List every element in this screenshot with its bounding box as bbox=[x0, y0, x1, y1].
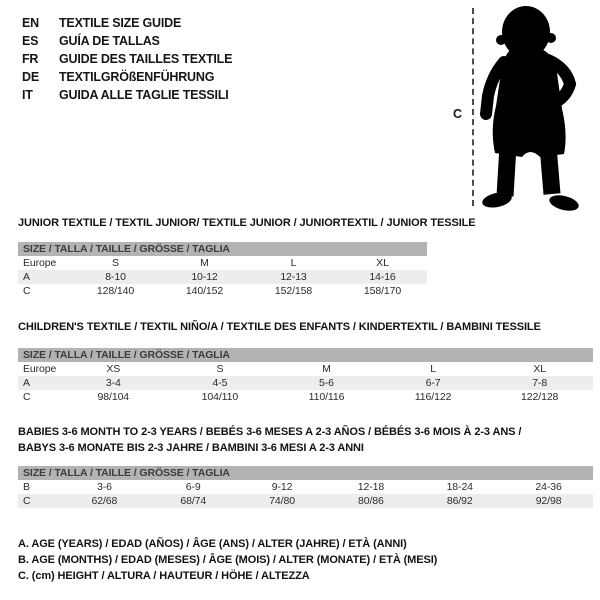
size-header-band: SIZE / TALLA / TAILLE / GRÖSSE / TAGLIA bbox=[18, 242, 427, 256]
row-label: B bbox=[23, 481, 30, 493]
size-value: M bbox=[322, 363, 331, 375]
size-value: 110/116 bbox=[308, 391, 345, 403]
size-value: 3-6 bbox=[96, 481, 112, 493]
size-value: S bbox=[216, 363, 224, 375]
lang-label: GUIDA ALLE TAGLIE TESSILI bbox=[59, 88, 229, 102]
height-dashed-line bbox=[472, 8, 474, 206]
row-label: C bbox=[23, 391, 31, 403]
lang-row-en bbox=[22, 14, 232, 32]
lang-label: TEXTILGRÖßENFÜHRUNG bbox=[59, 70, 215, 84]
size-value: XS bbox=[106, 363, 121, 375]
size-table-row bbox=[18, 494, 593, 508]
size-value: 6-9 bbox=[185, 481, 201, 493]
size-value: 116/122 bbox=[414, 391, 452, 403]
size-value: 3-4 bbox=[105, 377, 121, 389]
size-value: L bbox=[430, 363, 436, 375]
lang-label: GUIDE DES TAILLES TEXTILE bbox=[59, 52, 233, 66]
size-value: 62/68 bbox=[91, 495, 118, 507]
size-value: 92/98 bbox=[535, 495, 562, 507]
size-value: 14-16 bbox=[369, 271, 396, 283]
babies-size-table bbox=[18, 466, 593, 508]
size-value: 10-12 bbox=[191, 271, 218, 283]
lang-code: DE bbox=[22, 70, 39, 84]
language-header bbox=[22, 14, 232, 104]
lang-label: TEXTILE SIZE GUIDE bbox=[59, 16, 182, 30]
size-value: 98/104 bbox=[97, 391, 130, 403]
babies-section-title bbox=[18, 424, 521, 456]
height-c-label: C bbox=[453, 107, 463, 121]
junior-size-table bbox=[18, 242, 427, 298]
size-value: M bbox=[200, 257, 209, 269]
size-table-row bbox=[18, 390, 593, 404]
legend-notes bbox=[18, 536, 437, 584]
size-value: 80/86 bbox=[358, 495, 384, 507]
size-table-row bbox=[18, 284, 427, 298]
size-value: 18-24 bbox=[446, 481, 473, 493]
lang-row-fr bbox=[22, 50, 232, 68]
lang-row-it bbox=[22, 86, 232, 104]
babies-title-line-2: BABYS 3-6 MONATE BIS 2-3 JAHRE / BAMBINI 3-6 MESI A 2-3 ANNI bbox=[18, 442, 364, 454]
lang-code: IT bbox=[22, 88, 33, 102]
size-table-row bbox=[18, 480, 593, 494]
babies-title-line-1: BABIES 3-6 MONTH TO 2-3 YEARS / BEBÉS 3-6 MESES A 2-3 AÑOS / BÉBÉS 3-6 MOIS À 2-3 ANS / bbox=[18, 426, 522, 438]
junior-section-title: JUNIOR TEXTILE / TEXTIL JUNIOR/ TEXTILE JUNIOR / JUNIORTEXTIL / JUNIOR TESSILE bbox=[18, 217, 476, 229]
size-table-row bbox=[18, 256, 427, 270]
size-value: 24-36 bbox=[535, 481, 562, 493]
children-section-title: CHILDREN'S TEXTILE / TEXTIL NIÑO/A / TEXTILE DES ENFANTS / KINDERTEXTIL / BAMBINI TESSILE bbox=[18, 321, 541, 333]
size-value: 152/158 bbox=[274, 285, 313, 297]
size-value: 9-12 bbox=[271, 481, 293, 493]
size-value: 74/80 bbox=[269, 495, 295, 507]
size-value: 158/170 bbox=[363, 285, 402, 297]
lang-code: EN bbox=[22, 16, 39, 30]
row-label: C bbox=[23, 285, 31, 297]
size-value: 8-10 bbox=[105, 271, 126, 283]
size-value: S bbox=[112, 257, 119, 269]
note-age-months: B. AGE (MONTHS) / EDAD (MESES) / ÂGE (MOIS) / ALTER (MONATE) / ETÀ (MESI) bbox=[18, 554, 438, 566]
size-value: 6-7 bbox=[425, 377, 441, 389]
note-height-cm: C. (cm) HEIGHT / ALTURA / HAUTEUR / HÖHE / ALTEZZA bbox=[18, 570, 310, 582]
row-label: A bbox=[23, 377, 30, 389]
size-value: 7-8 bbox=[532, 377, 548, 389]
lang-row-de bbox=[22, 68, 232, 86]
children-size-table bbox=[18, 348, 593, 404]
lang-code: ES bbox=[22, 34, 39, 48]
size-value: 68/74 bbox=[180, 495, 207, 507]
size-header-band: SIZE / TALLA / TAILLE / GRÖSSE / TAGLIA bbox=[18, 348, 593, 362]
row-label: C bbox=[23, 495, 31, 507]
size-header-band: SIZE / TALLA / TAILLE / GRÖSSE / TAGLIA bbox=[18, 466, 593, 480]
size-table-row bbox=[18, 270, 427, 284]
lang-label: GUÍA DE TALLAS bbox=[59, 34, 160, 48]
row-label: Europe bbox=[23, 257, 57, 269]
size-value: 86/92 bbox=[446, 495, 473, 507]
size-value: 5-6 bbox=[319, 377, 334, 389]
toddler-silhouette-icon bbox=[478, 4, 588, 212]
row-label: Europe bbox=[23, 363, 57, 375]
size-value: 12-18 bbox=[357, 481, 385, 493]
lang-row-es bbox=[22, 32, 232, 50]
size-value: 140/152 bbox=[185, 285, 224, 297]
size-value: 12-13 bbox=[280, 271, 307, 283]
size-value: XL bbox=[533, 363, 547, 375]
lang-code: FR bbox=[22, 52, 39, 66]
size-value: L bbox=[290, 257, 297, 269]
size-value: XL bbox=[376, 257, 389, 269]
note-age-years: A. AGE (YEARS) / EDAD (AÑOS) / ÂGE (ANS) / ALTER (JAHRE) / ETÀ (ANNI) bbox=[18, 538, 407, 550]
row-label: A bbox=[23, 271, 30, 283]
size-value: 128/140 bbox=[96, 285, 135, 297]
size-value: 122/128 bbox=[521, 391, 559, 403]
size-table-row bbox=[18, 362, 593, 376]
size-value: 104/110 bbox=[201, 391, 239, 403]
size-table-row bbox=[18, 376, 593, 390]
size-value: 4-5 bbox=[212, 377, 228, 389]
